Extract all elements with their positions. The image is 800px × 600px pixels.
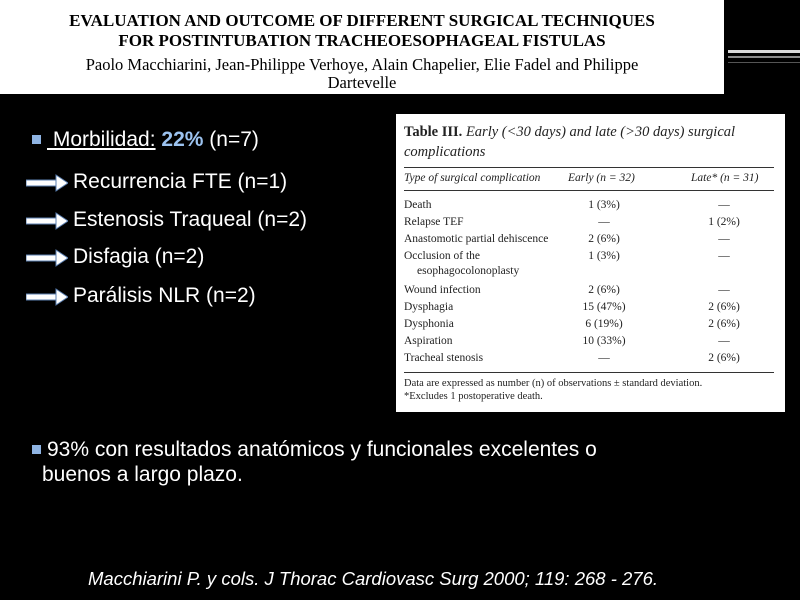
column-header-type: Type of surgical complication bbox=[404, 172, 541, 184]
table-footnote bbox=[404, 377, 774, 403]
column-header-early: Early (n = 32) bbox=[568, 172, 635, 184]
table-rule bbox=[404, 190, 774, 191]
morbidity-count: (n=7) bbox=[203, 128, 259, 151]
morbidity-item-label: Parálisis NLR (n=2) bbox=[73, 284, 256, 307]
paper-title-line1: EVALUATION AND OUTCOME OF DIFFERENT SURGICAL TECHNIQUES bbox=[69, 11, 655, 30]
table-row bbox=[404, 335, 774, 350]
table-rule bbox=[404, 372, 774, 373]
cell-early: 6 (19%) bbox=[585, 318, 623, 330]
morbidity-item-label: Estenosis Traqueal (n=2) bbox=[73, 208, 308, 231]
cell-type: Tracheal stenosis bbox=[404, 352, 484, 364]
square-bullet-icon bbox=[32, 445, 41, 454]
cell-early: 2 (6%) bbox=[588, 233, 620, 245]
cell-type: Anastomotic partial dehiscence bbox=[404, 233, 549, 245]
table-footnote-line: Data are expressed as number (n) of observations ± standard deviation. bbox=[404, 378, 703, 389]
cell-early: — bbox=[598, 352, 610, 364]
arrow-right-icon bbox=[26, 212, 68, 230]
decorative-line bbox=[728, 56, 800, 58]
cell-late: — bbox=[718, 199, 730, 211]
cell-late: 2 (6%) bbox=[708, 301, 740, 313]
table-caption bbox=[404, 122, 779, 162]
cell-late: — bbox=[718, 233, 730, 245]
paper-authors-line1: Paolo Macchiarini, Jean-Philippe Verhoye, Alain Chapelier, Elie Fadel and Philippe bbox=[85, 55, 639, 74]
cell-type: Death bbox=[404, 199, 432, 211]
cell-type: esophagocolonoplasty bbox=[417, 265, 520, 277]
table-row bbox=[404, 199, 774, 214]
table-footnote-line: *Excludes 1 postoperative death. bbox=[404, 391, 543, 402]
paper-title-line2: FOR POSTINTUBATION TRACHEOESOPHAGEAL FISTULAS bbox=[118, 31, 606, 50]
cell-early: 1 (3%) bbox=[588, 250, 620, 262]
table-caption-label: Table III. bbox=[404, 124, 463, 140]
morbidity-percent: 22% bbox=[161, 128, 204, 151]
morbidity-item-label: Recurrencia FTE (n=1) bbox=[73, 170, 288, 193]
cell-late: — bbox=[718, 284, 730, 296]
decorative-line bbox=[728, 50, 800, 53]
arrow-right-icon bbox=[26, 288, 68, 306]
cell-early: 1 (3%) bbox=[588, 199, 620, 211]
cell-late: — bbox=[718, 250, 730, 262]
column-header-late: Late* (n = 31) bbox=[691, 172, 759, 184]
cell-late: — bbox=[718, 335, 730, 347]
cell-early: 15 (47%) bbox=[582, 301, 626, 313]
table-row bbox=[404, 250, 774, 265]
square-bullet-icon bbox=[32, 135, 41, 144]
paper-title-box bbox=[0, 0, 724, 94]
outcome-bullet bbox=[32, 437, 772, 487]
table-row bbox=[404, 284, 774, 299]
cell-late: 2 (6%) bbox=[708, 352, 740, 364]
cell-late: 1 (2%) bbox=[708, 216, 740, 228]
cell-late: 2 (6%) bbox=[708, 318, 740, 330]
cell-type: Wound infection bbox=[404, 284, 481, 296]
arrow-right-icon bbox=[26, 174, 68, 192]
complications-table bbox=[396, 114, 785, 412]
cell-type: Relapse TEF bbox=[404, 216, 464, 228]
cell-type: Dysphagia bbox=[404, 301, 454, 313]
table-row bbox=[404, 301, 774, 316]
outcome-text-line1: 93% con resultados anatómicos y funcionales excelentes o bbox=[47, 438, 597, 461]
morbidity-label: Morbilidad: bbox=[47, 128, 156, 151]
citation: Macchiarini P. y cols. J Thorac Cardiovasc Surg 2000; 119: 268 - 276. bbox=[88, 568, 659, 589]
cell-type: Aspiration bbox=[404, 335, 453, 347]
morbidity-bullet bbox=[32, 128, 259, 152]
table-row bbox=[404, 233, 774, 248]
table-row bbox=[404, 318, 774, 333]
outcome-text-line2: buenos a largo plazo. bbox=[42, 463, 243, 486]
cell-type: Occlusion of the bbox=[404, 250, 481, 262]
table-row bbox=[404, 265, 774, 280]
decorative-line bbox=[728, 62, 800, 63]
table-rule bbox=[404, 167, 774, 168]
cell-early: — bbox=[598, 216, 610, 228]
morbidity-item-label: Disfagia (n=2) bbox=[73, 245, 205, 268]
cell-early: 2 (6%) bbox=[588, 284, 620, 296]
table-row bbox=[404, 216, 774, 231]
paper-authors-line2: Dartevelle bbox=[327, 73, 397, 92]
cell-early: 10 (33%) bbox=[582, 335, 626, 347]
table-row bbox=[404, 352, 774, 367]
cell-type: Dysphonia bbox=[404, 318, 454, 330]
table-caption-text: Early (<30 days) and late (>30 days) surgical complications bbox=[404, 124, 736, 160]
arrow-right-icon bbox=[26, 249, 68, 267]
